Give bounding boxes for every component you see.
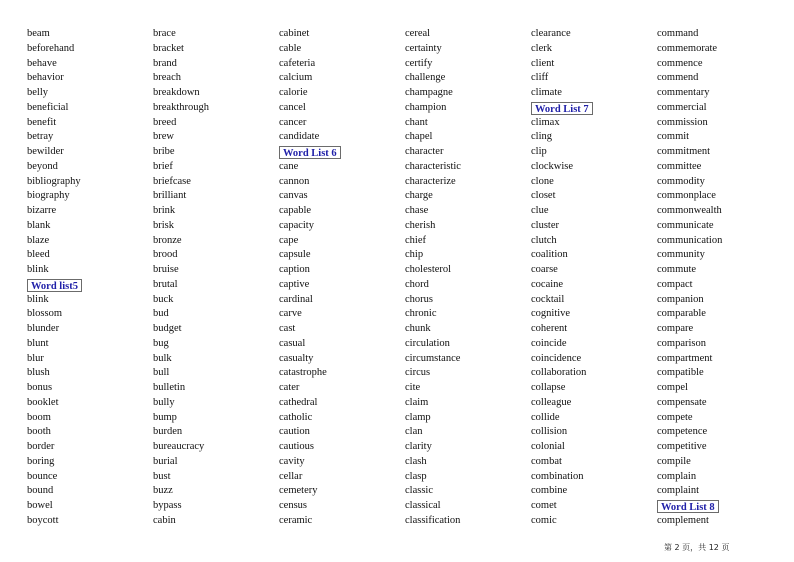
word-entry: cognitive [531,308,571,320]
word-entry: compete [657,411,693,423]
word-entry: boycott [27,514,59,526]
word-entry: coherent [531,323,568,334]
word-entry: cancer [279,116,307,128]
word-entry: beyond [27,160,58,172]
word-entry: claim [405,396,429,408]
word-entry: cabinet [279,28,310,39]
word-entry: character [405,146,444,157]
word-entry: clan [405,426,423,438]
word-entry: coalition [531,249,568,261]
word-entry: calorie [279,87,308,98]
word-entry: betray [27,131,54,143]
word-entry: cape [279,234,299,246]
word-entry: climax [531,116,560,128]
word-entry: behave [27,57,57,69]
word-entry: booklet [27,396,59,408]
word-entry: casualty [279,352,314,364]
word-entry: cereal [405,28,431,39]
word-entry: compartment [657,352,713,364]
word-entry: combination [531,470,584,482]
word-entry: complement [657,514,709,526]
word-entry: closet [531,190,556,202]
word-entry: bonus [27,382,53,393]
word-entry: colonial [531,441,565,452]
word-column-1 [27,27,82,529]
word-entry: beforehand [27,42,75,54]
word-entry: communicate [657,219,714,231]
word-entry: cast [279,323,296,334]
word-column-5 [531,27,593,529]
word-entry: blaze [27,234,50,246]
word-entry: certify [405,57,433,69]
word-entry: cabin [153,514,176,526]
word-entry: buck [153,293,174,305]
word-entry: bypass [153,500,182,511]
word-entry: bulletin [153,382,186,393]
word-entry: committee [657,160,702,172]
word-entry: commodity [657,175,705,187]
word-entry: breach [153,72,181,84]
word-entry: border [27,441,55,452]
word-entry: caption [279,264,310,275]
word-entry: bleed [27,249,50,261]
word-entry: brood [153,249,178,261]
word-entry: characteristic [405,160,461,172]
word-entry: belly [27,87,48,98]
word-entry: candidate [279,131,320,143]
word-entry: bronze [153,234,182,246]
word-entry: blink [27,293,49,305]
word-entry: blunt [27,337,49,349]
word-entry: burial [153,455,178,467]
word-entry: blossom [27,308,63,320]
word-entry: bewilder [27,146,64,157]
word-entry: certainty [405,42,442,54]
word-entry: blunder [27,323,60,334]
word-entry: circus [405,367,431,379]
word-entry: commemorate [657,42,718,54]
word-entry: bull [153,367,170,379]
word-list-header: Word List 7 [531,102,593,115]
page-number: 第 2 页，共 12 页 [664,543,730,552]
word-list-header: Word List 8 [657,500,719,513]
word-entry: brink [153,205,176,216]
word-entry: bizarre [27,205,57,216]
word-entry: command [657,28,699,39]
word-entry: booth [27,426,51,438]
word-entry: chunk [405,323,431,334]
word-entry: clockwise [531,160,573,172]
word-entry: collapse [531,382,566,393]
word-column-3 [279,27,341,529]
word-entry: bowel [27,500,53,511]
word-entry: comparison [657,337,706,349]
word-entry: circulation [405,337,450,349]
word-entry: bruise [153,264,179,275]
word-entry: commercial [657,101,707,113]
word-entry: clerk [531,42,552,54]
word-entry: commence [657,57,703,69]
word-entry: climate [531,87,562,98]
word-entry: beneficial [27,101,69,113]
word-entry: collision [531,426,568,438]
word-entry: cathedral [279,396,318,408]
word-entry: compile [657,455,691,467]
word-entry: clone [531,175,554,187]
word-entry: clash [405,455,427,467]
word-entry: canvas [279,190,308,202]
word-entry: bump [153,411,177,423]
word-entry: compensate [657,396,707,408]
word-entry: charge [405,190,433,202]
word-entry: commitment [657,146,711,157]
word-entry: burden [153,426,183,438]
word-entry: cavity [279,455,305,467]
word-entry: complain [657,470,697,482]
word-entry: brisk [153,219,174,231]
word-entry: complaint [657,485,699,497]
word-column-2 [153,27,209,529]
word-column-4 [405,27,461,529]
word-entry: commonwealth [657,205,722,216]
word-entry: cautious [279,441,314,452]
word-entry: cellar [279,470,303,482]
word-entry: clarity [405,441,432,452]
word-entry: cannon [279,175,310,187]
word-list-header: Word List 6 [279,146,341,159]
word-entry: breakthrough [153,101,209,113]
word-entry: bulk [153,352,172,364]
word-entry: cater [279,382,300,393]
word-entry: caution [279,426,310,438]
word-entry: clearance [531,28,571,39]
word-entry: chief [405,234,426,246]
word-entry: coincide [531,337,567,349]
word-list-header-row [657,499,722,514]
word-entry: bounce [27,470,58,482]
word-entry: bibliography [27,175,81,187]
word-entry: cite [405,382,421,393]
word-entry: bribe [153,146,175,157]
word-entry: comparable [657,308,706,320]
word-entry: client [531,57,555,69]
word-entry: blur [27,352,44,364]
word-entry: chorus [405,293,433,305]
word-entry: competitive [657,441,707,452]
word-entry: blush [27,367,50,379]
word-entry: chronic [405,308,437,320]
word-entry: combine [531,485,568,497]
word-entry: benefit [27,116,57,128]
word-entry: behavior [27,72,64,84]
word-entry: biography [27,190,70,202]
word-entry: community [657,249,705,261]
word-entry: commentary [657,87,710,98]
word-entry: catholic [279,411,313,423]
word-list-header: Word list5 [27,279,82,292]
word-entry: casual [279,337,306,349]
word-entry: competence [657,426,708,438]
word-entry: cancel [279,101,306,113]
word-entry: commonplace [657,190,716,202]
word-entry: circumstance [405,352,461,364]
word-entry: champagne [405,87,453,98]
word-list-header-row [279,145,341,160]
word-entry: clutch [531,234,557,246]
word-entry: brand [153,57,177,69]
word-entry: comic [531,514,557,526]
word-entry: bracket [153,42,184,54]
word-entry: coarse [531,264,558,275]
word-entry: cardinal [279,293,313,305]
word-entry: compatible [657,367,704,379]
word-entry: commission [657,116,708,128]
word-list-header-row [531,101,593,116]
word-entry: cocktail [531,293,565,305]
word-entry: classical [405,500,441,511]
word-entry: companion [657,293,704,305]
word-entry: compare [657,323,694,334]
word-entry: compact [657,278,693,290]
word-entry: boom [27,411,51,423]
word-entry: capacity [279,219,314,231]
word-entry: collide [531,411,560,423]
word-entry: cliff [531,72,549,84]
word-entry: cafeteria [279,57,316,69]
word-entry: cane [279,160,299,172]
word-entry: brilliant [153,190,187,202]
word-entry: challenge [405,72,446,84]
word-entry: capsule [279,249,311,261]
word-entry: carve [279,308,302,320]
word-entry: clasp [405,470,427,482]
word-entry: clamp [405,411,431,423]
word-entry: cholesterol [405,264,452,275]
word-entry: commit [657,131,690,143]
word-entry: buzz [153,485,173,497]
word-entry: brutal [153,278,178,290]
word-entry: chant [405,116,428,128]
word-entry: breakdown [153,87,200,98]
word-entry: bureaucracy [153,441,205,452]
word-entry: chord [405,278,429,290]
word-entry: clip [531,146,547,157]
word-entry: boring [27,455,55,467]
word-entry: budget [153,323,182,334]
word-entry: cling [531,131,552,143]
word-entry: breed [153,116,177,128]
word-entry: collaboration [531,367,587,379]
word-entry: compel [657,382,688,393]
word-entry: cherish [405,219,436,231]
word-entry: chapel [405,131,433,143]
word-entry: chip [405,249,424,261]
word-entry: bug [153,337,169,349]
word-entry: blink [27,264,49,275]
word-entry: commute [657,264,697,275]
word-entry: capable [279,205,312,216]
word-entry: classification [405,514,461,526]
word-entry: captive [279,278,310,290]
word-entry: chase [405,205,429,216]
word-entry: characterize [405,175,456,187]
word-entry: blank [27,219,51,231]
word-column-6 [657,27,722,529]
word-entry: bud [153,308,169,320]
word-entry: census [279,500,307,511]
word-entry: catastrophe [279,367,327,379]
word-entry: bound [27,485,54,497]
word-entry: bust [153,470,171,482]
word-entry: brief [153,160,173,172]
word-entry: colleague [531,396,572,408]
word-entry: brew [153,131,174,143]
word-entry: champion [405,101,447,113]
word-entry: beam [27,28,50,39]
word-entry: comet [531,500,557,511]
word-entry: bully [153,396,175,408]
word-entry: brace [153,28,176,39]
word-entry: coincidence [531,352,582,364]
word-entry: communication [657,234,723,246]
word-entry: cemetery [279,485,318,497]
word-entry: commend [657,72,699,84]
word-entry: cable [279,42,302,54]
word-entry: briefcase [153,175,191,187]
word-entry: combat [531,455,562,467]
word-entry: clue [531,205,549,216]
word-entry: ceramic [279,514,313,526]
word-list-header-row [27,278,82,293]
word-entry: classic [405,485,433,497]
word-entry: cocaine [531,278,564,290]
word-entry: cluster [531,219,559,231]
word-entry: calcium [279,72,313,84]
